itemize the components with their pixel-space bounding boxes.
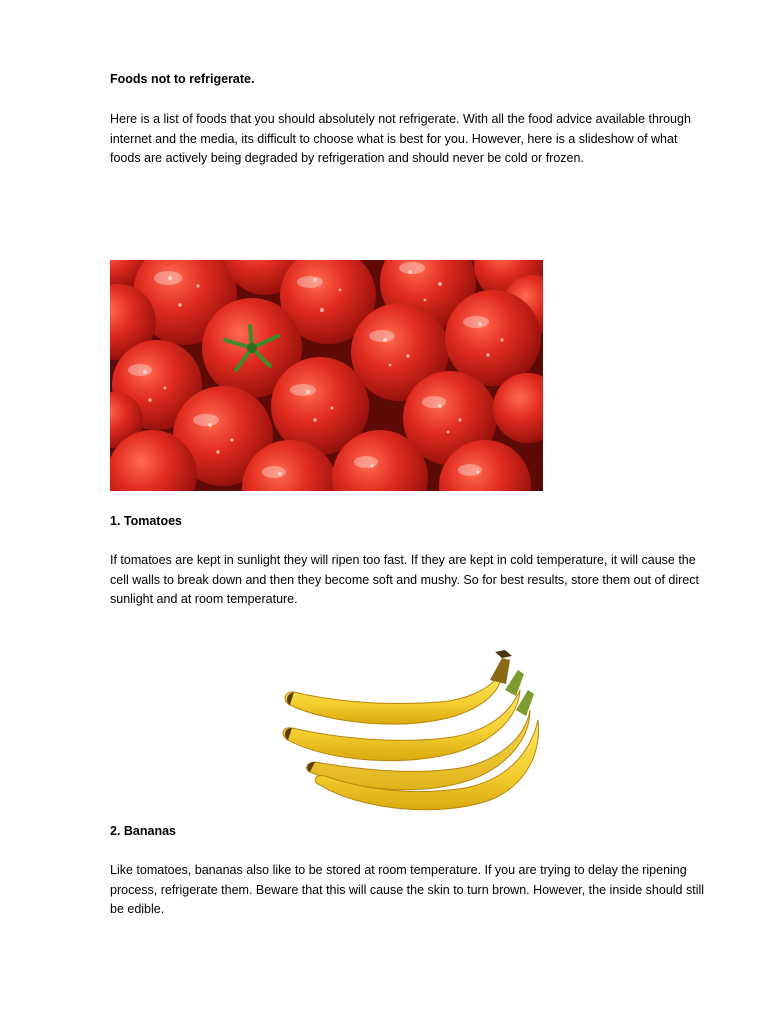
section-heading-tomatoes: 1. Tomatoes [110, 514, 183, 528]
intro-paragraph: Here is a list of foods that you should absolutely not refrigerate. With all the food advice available through internet and the media, its difficult to choose what is best for you. However, here is a slideshow of what foods are actively being degraded by refrigeration and should never be cold or frozen. [110, 112, 691, 165]
tomatoes-photo [110, 260, 543, 491]
document-title: Foods not to refrigerate. [110, 72, 255, 86]
section-text-bananas: Like tomatoes, bananas also like to be stored at room temperature. If you are trying to delay the ripening process, refrigerate them. Beware that this will cause the skin to turn brown. However, the inside should still be edible. [110, 863, 705, 916]
section-text-tomatoes: If tomatoes are kept in sunlight they will ripen too fast. If they are kept in cold temperature, it will cause the cell walls to break down and then they become soft and mushy. So for best results, store them out of direct sunlight and at room temperature. [110, 553, 699, 606]
section-heading-bananas: 2. Bananas [110, 824, 177, 838]
bananas-photo [280, 650, 545, 820]
